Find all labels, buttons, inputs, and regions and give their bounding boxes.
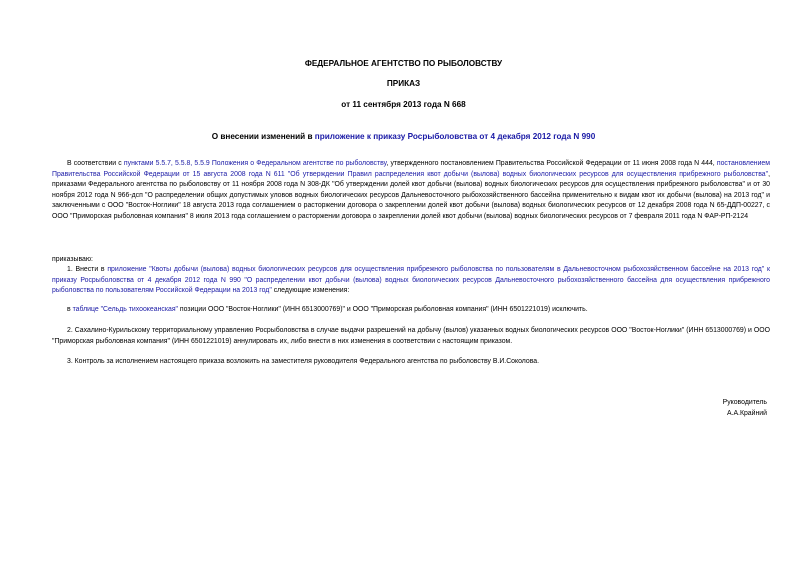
agency-heading: ФЕДЕРАЛЬНОЕ АГЕНТСТВО ПО РЫБОЛОВСТВУ xyxy=(304,59,503,68)
item-3-paragraph: 3. Контроль за исполнением настоящего приказа возложить на заместителя руководителя Федерального агентства по рыболовству В.И.Соколова. xyxy=(67,358,540,365)
item-1-paragraph xyxy=(52,265,770,297)
preamble-text-2: , утвержденного постановлением Правительства Российской Федерации от 11 июня 2008 года N 444, xyxy=(386,160,717,167)
item-1-sub-link-table[interactable]: таблице "Сельдь тихоокеанская" xyxy=(72,306,178,313)
item-1-text-1: 1. Внести в xyxy=(67,266,108,273)
signature-role: Руководитель xyxy=(722,399,767,406)
doc-title xyxy=(0,132,807,142)
order-word: приказываю: xyxy=(52,256,93,263)
item-1-sub-text-1: в xyxy=(67,306,73,313)
preamble-link-resolution[interactable]: постановлением Правительства Российской Федерации от 15 августа 2008 года N 611 "Об утверждении Правил распределения квот добычи (вылова) водных биологических ресурсов для осуществления прибрежного рыболовства" xyxy=(52,160,770,178)
item-1-link-appendix[interactable]: приложение "Квоты добычи (вылова) водных биологических ресурсов для осуществления прибрежного рыболовства по пользователям в Дальневосточном рыбохозяйственном бассейне на 2013 год" к приказу Росрыболовства от 4 декабря 2012 года N 990 "О распределении квот добычи (вылова) водных биологических ресурсов Дальневосточного рыбохозяйственного бассейна для осуществления прибрежного рыболовства по пользователям Российской Федерации на 2013 год" xyxy=(52,266,770,295)
signature-name: А.А.Крайний xyxy=(726,410,767,417)
item-1-sub-paragraph xyxy=(52,305,770,316)
preamble-link-regulation[interactable]: пунктами 5.5.7, 5.5.8, 5.5.9 Положения о Федеральном агентстве по рыболовству xyxy=(123,160,387,167)
item-2-paragraph: 2. Сахалино-Курильскому территориальному управлению Росрыболовства в случае выдачи разрешений на добычу (вылов) указанных водных биологических ресурсов ООО "Восток-Ноглики" (ИНН 6513000769) и ООО "Приморская рыболовная компания" (ИНН 6501221019) аннулировать их, либо внести в них изменения в соответствии с настоящим приказом. xyxy=(52,327,770,345)
preamble-text-1: В соответствии с xyxy=(67,160,124,167)
preamble-paragraph xyxy=(52,159,770,223)
doc-title-link[interactable]: приложение к приказу Росрыболовства от 4 декабря 2012 года N 990 xyxy=(314,132,596,141)
doc-title-prefix: О внесении изменений в xyxy=(211,132,315,141)
item-1-text-2: следующие изменения: xyxy=(271,287,350,295)
doc-type-heading: ПРИКАЗ xyxy=(386,79,421,88)
preamble-text-3: , приказами Федерального агентства по рыболовству от 11 ноября 2008 года N 308-ДК "Об утверждении долей квот добычи (вылова) водных биологических ресурсов для осуществления прибрежного рыболовства" и от 30 ноября 2012 года N 966-дсп "О распределении общих допустимых уловов водных биологических ресурсов Дальневосточного рыбохозяйственного бассейна применительно к видам квот их добычи (вылова) на 2013 год" и заключенными с ООО "Восток-Ноглики" 18 августа 2013 года соглашением о расторжении договора о закреплении долей квот добычи (вылова) водных биологических ресурсов от 12 декабря 2008 года N 65-ДДП-00227, с ООО "Приморская рыболовная компания" 8 июля 2013 года соглашением о расторжении договора о закреплении долей квот добычи (вылова) водных биологических ресурсов от 7 февраля 2011 года N ФАР-РП-2124 xyxy=(52,170,770,220)
item-1-sub-text-2: позиции ООО "Восток-Ноглики" (ИНН 6513000769)" и ООО "Приморская рыболовная компания" (ИНН 6501221019) исключить. xyxy=(178,306,588,313)
date-number-heading: от 11 сентября 2013 года N 668 xyxy=(341,100,466,109)
